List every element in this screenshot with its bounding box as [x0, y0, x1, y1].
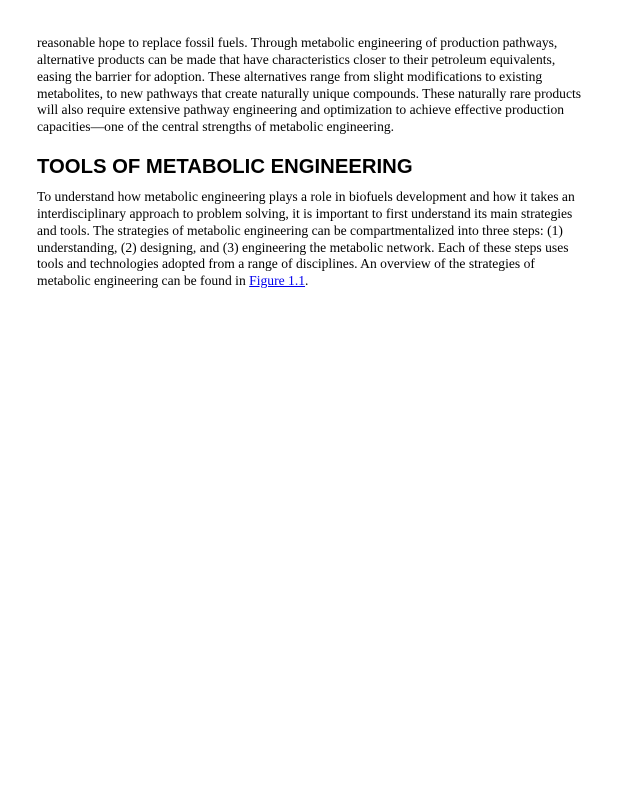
section-heading: TOOLS OF METABOLIC ENGINEERING: [37, 156, 413, 179]
document-page: [37, 35, 582, 290]
tools-paragraph-end: .: [305, 273, 309, 289]
tools-paragraph: [37, 189, 582, 290]
tools-paragraph-text: To understand how metabolic engineering plays a role in biofuels development and how it takes an interdisciplinary approach to problem solving, it is important to first understand its main strategies and tools. The strategies of metabolic engineering can be compartmentalized into three steps: (1) understanding, (2) designing, and (3) engineering the metabolic network. Each of these steps uses tools and technologies adopted from a range of disciplines. An overview of the strategies of metabolic engineering can be found in: [37, 189, 575, 289]
intro-paragraph: reasonable hope to replace fossil fuels. Through metabolic engineering of production pathways, alternative products can be made that have characteristics closer to their petroleum equivalents, easing the barrier for adoption. These alternatives range from slight modifications to existing metabolites, to new pathways that create naturally unique compounds. These naturally rare products will also require extensive pathway engineering and optimization to achieve effective production capacities—one of the central strengths of metabolic engineering.: [37, 35, 582, 135]
figure-1-1-link[interactable]: Figure 1.1: [249, 273, 306, 289]
